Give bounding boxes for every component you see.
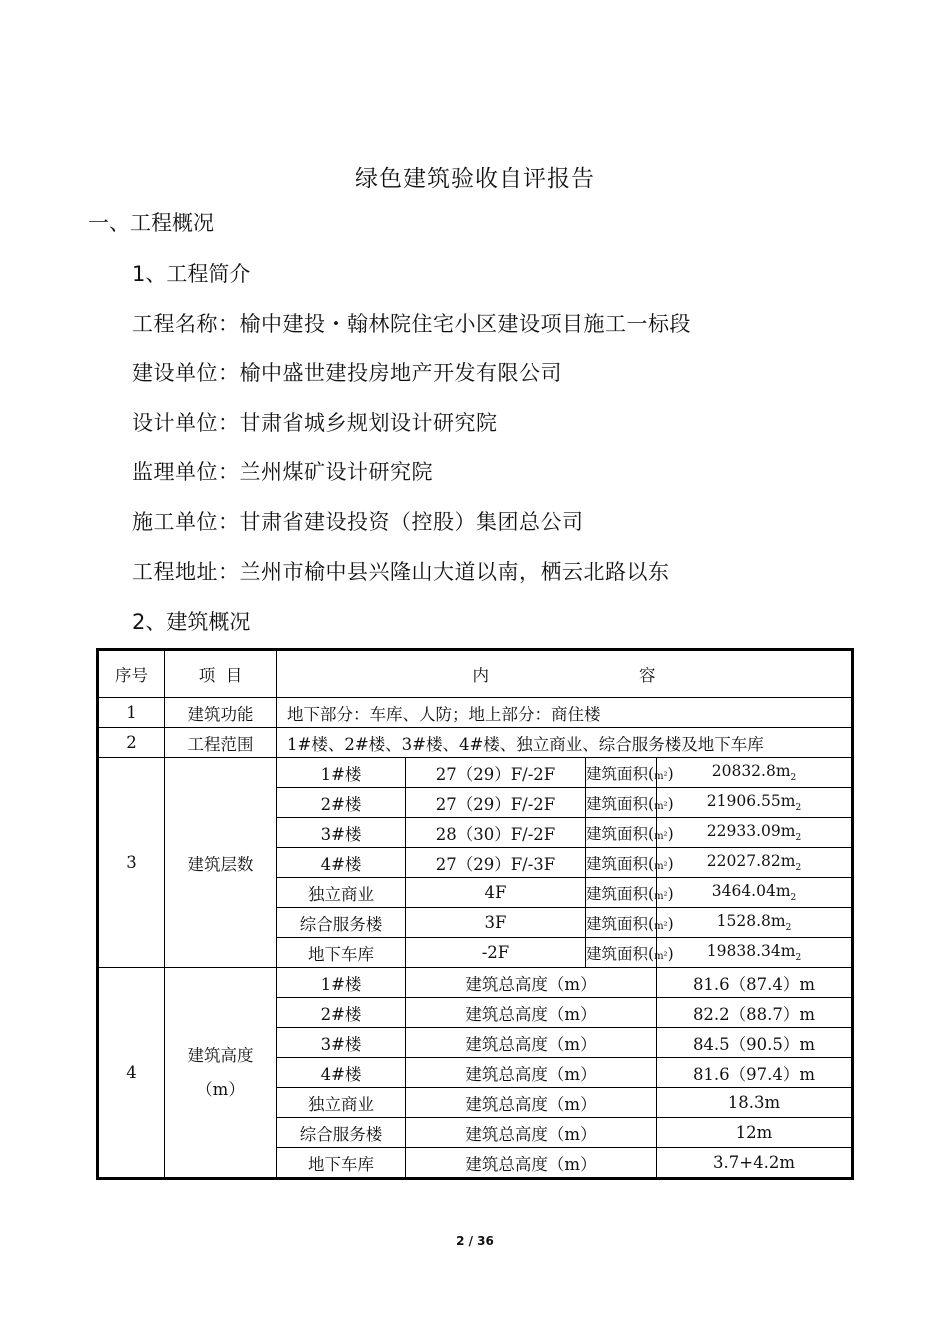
area-label-close: ): [667, 944, 674, 963]
height-building-name: 4#楼: [277, 1058, 406, 1088]
area-label-text: 建筑面积(: [586, 854, 655, 873]
report-title: 绿色建筑验收自评报告: [355, 166, 595, 192]
height-building-name: 2#楼: [277, 998, 406, 1028]
floor-area: [657, 788, 853, 818]
floor-area: [657, 878, 853, 908]
floor-area-label: [586, 758, 674, 788]
floor-area-label: [586, 818, 674, 848]
subheading-project-intro: 1、工程简介: [132, 262, 251, 286]
floor-count: 27（29）F/-3F: [406, 848, 586, 878]
floor-building-name: 4#楼: [277, 848, 406, 878]
table-header-row: [98, 650, 853, 698]
info-supervisor: 监理单位：兰州煤矿设计研究院: [132, 460, 433, 484]
area-label-text: 建筑面积(: [586, 914, 655, 933]
area-value-unit: 2: [790, 893, 797, 904]
floor-area-label: [586, 788, 674, 818]
area-label-text: 建筑面积(: [586, 794, 655, 813]
floor-building-name: 综合服务楼: [277, 908, 406, 938]
row-item: [165, 968, 277, 1179]
area-label-text: 建筑面积(: [586, 944, 655, 963]
area-label-text: 建筑面积(: [586, 884, 655, 903]
floor-count: 27（29）F/-2F: [406, 788, 586, 818]
floor-building-name: 独立商业: [277, 878, 406, 908]
floor-area-label: [586, 938, 674, 968]
height-label: 建筑总高度（m）: [406, 1148, 657, 1179]
area-label-unit: m²: [654, 860, 668, 872]
table-row: [98, 758, 853, 788]
height-building-name: 3#楼: [277, 1028, 406, 1058]
height-value: 18.3m: [657, 1088, 853, 1118]
height-building-name: 独立商业: [277, 1088, 406, 1118]
area-value: 22933.09m: [706, 821, 796, 840]
floor-area: [657, 938, 853, 968]
area-label-text: 建筑面积(: [586, 764, 655, 783]
height-item-line-2: （m）: [196, 1079, 245, 1099]
row-content: 地下部分：车库、人防；地上部分：商住楼: [277, 698, 853, 728]
floor-area: [657, 818, 853, 848]
area-label-close: ): [667, 914, 674, 933]
area-label-unit: m²: [654, 890, 668, 902]
area-label-close: ): [667, 884, 674, 903]
floor-area: [657, 908, 853, 938]
row-item: 建筑功能: [165, 698, 277, 728]
header-content-b: 容: [639, 666, 656, 685]
area-label-unit: m²: [654, 800, 668, 812]
height-label: 建筑总高度（m）: [406, 968, 657, 998]
height-value: 81.6（97.4）m: [657, 1058, 853, 1088]
height-building-name: 综合服务楼: [277, 1118, 406, 1148]
height-value: 84.5（90.5）m: [657, 1028, 853, 1058]
height-label: 建筑总高度（m）: [406, 1118, 657, 1148]
area-label-unit: m²: [654, 950, 668, 962]
floor-count: 27（29）F/-2F: [406, 758, 586, 788]
floor-count: 28（30）F/-2F: [406, 818, 586, 848]
floor-building-name: 2#楼: [277, 788, 406, 818]
area-value-unit: 2: [795, 863, 802, 874]
area-value-unit: 2: [795, 953, 802, 964]
info-contractor: 施工单位：甘肃省建设投资（控股）集团总公司: [132, 510, 584, 534]
height-item-line-1: 建筑高度: [187, 1045, 254, 1065]
building-overview-table: [96, 648, 854, 1180]
height-value: 12m: [657, 1118, 853, 1148]
floor-area: [657, 758, 853, 788]
floor-area: [657, 848, 853, 878]
height-value: 81.6（87.4）m: [657, 968, 853, 998]
height-building-name: 地下车库: [277, 1148, 406, 1179]
height-building-name: 1#楼: [277, 968, 406, 998]
row-no: 4: [98, 968, 165, 1179]
height-label: 建筑总高度（m）: [406, 998, 657, 1028]
area-value: 1528.8m: [716, 911, 786, 930]
floor-building-name: 1#楼: [277, 758, 406, 788]
area-label-unit: m²: [654, 830, 668, 842]
height-value: 82.2（88.7）m: [657, 998, 853, 1028]
row-no: 3: [98, 758, 165, 968]
row-no: 2: [98, 728, 165, 758]
height-value: 3.7+4.2m: [657, 1148, 853, 1179]
floor-count: 4F: [406, 878, 586, 908]
area-value: 3464.04m: [711, 881, 791, 900]
area-label-close: ): [667, 824, 674, 843]
subheading-building-overview: 2、建筑概况: [132, 610, 251, 634]
table-row: [98, 968, 853, 998]
floor-building-name: 地下车库: [277, 938, 406, 968]
floor-count: 3F: [406, 908, 586, 938]
table-row: [98, 728, 853, 758]
area-label-close: ): [667, 794, 674, 813]
area-value: 20832.8m: [711, 761, 791, 780]
area-value: 22027.82m: [706, 851, 796, 870]
floor-area-label: [586, 908, 674, 938]
info-developer: 建设单位：榆中盛世建投房地产开发有限公司: [132, 361, 562, 385]
header-content-a: 内: [472, 666, 489, 685]
area-value-unit: 2: [795, 803, 802, 814]
header-content: [277, 650, 853, 698]
area-value: 19838.34m: [706, 941, 796, 960]
row-no: 1: [98, 698, 165, 728]
header-no: 序号: [98, 650, 165, 698]
floor-count: -2F: [406, 938, 586, 968]
height-label: 建筑总高度（m）: [406, 1088, 657, 1118]
info-project-name: 工程名称：榆中建投・翰林院住宅小区建设项目施工一标段: [132, 312, 691, 336]
height-label: 建筑总高度（m）: [406, 1058, 657, 1088]
header-item: 项 目: [165, 650, 277, 698]
area-value-unit: 2: [790, 773, 797, 784]
area-label-text: 建筑面积(: [586, 824, 655, 843]
floor-area-label: [586, 878, 674, 908]
section-heading-overview: 一、工程概况: [88, 211, 214, 235]
row-item: 工程范围: [165, 728, 277, 758]
floor-area-label: [586, 848, 674, 878]
area-label-unit: m²: [654, 920, 668, 932]
info-designer: 设计单位：甘肃省城乡规划设计研究院: [132, 411, 498, 435]
floor-building-name: 3#楼: [277, 818, 406, 848]
area-value: 21906.55m: [706, 791, 796, 810]
area-value-unit: 2: [795, 833, 802, 844]
area-label-close: ): [667, 764, 674, 783]
info-address: 工程地址：兰州市榆中县兴隆山大道以南，栖云北路以东: [132, 560, 670, 584]
area-label-unit: m²: [654, 770, 668, 782]
row-content: 1#楼、2#楼、3#楼、4#楼、独立商业、综合服务楼及地下车库: [277, 728, 853, 758]
area-label-close: ): [667, 854, 674, 873]
table-row: [98, 698, 853, 728]
row-item: 建筑层数: [165, 758, 277, 968]
page-number: 2 / 36: [456, 1234, 494, 1248]
area-value-unit: 2: [785, 923, 792, 934]
height-label: 建筑总高度（m）: [406, 1028, 657, 1058]
